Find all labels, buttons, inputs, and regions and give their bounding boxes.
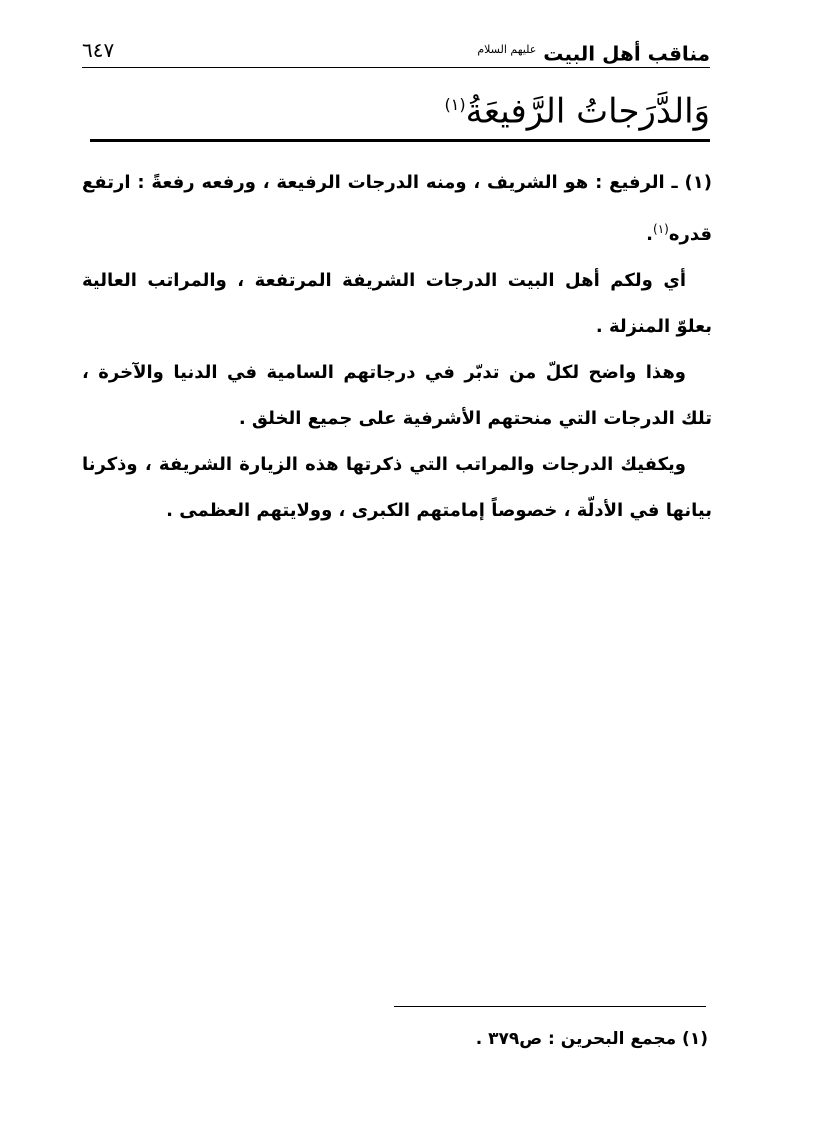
definition-paragraph <box>82 160 712 258</box>
honorific-symbol: عليهم السلام <box>477 43 537 56</box>
definition-text: (١) ـ الرفيع : هو الشريف ، ومنه الدرجات الرفيعة ، ورفعه رفعةً : ارتفع قدره <box>82 172 712 245</box>
quoted-phrase-heading <box>445 78 711 138</box>
running-header <box>82 34 710 68</box>
footnote: (١) مجمع البحرين : ص٣٧٩ . <box>475 1029 708 1049</box>
header-title-text: مناقب أهل البيت <box>543 41 710 66</box>
page-number: ٦٤٧ <box>82 38 115 62</box>
footnote-divider <box>394 1006 706 1007</box>
definition-note-ref: (١) <box>653 222 669 236</box>
phrase-text: وَالدَّرَجاتُ الرَّفيعَةُ <box>465 91 710 132</box>
header-divider <box>82 67 710 68</box>
phrase-divider <box>90 139 710 142</box>
commentary-body <box>82 160 712 534</box>
paragraph-1: أي ولكم أهل البيت الدرجات الشريفة المرتفعة ، والمراتب العالية بعلوّ المنزلة . <box>82 270 712 337</box>
definition-end: . <box>646 224 653 245</box>
paragraph-2: وهذا واضح لكلّ من تدبّر في درجاتهم السامية في الدنيا والآخرة ، تلك الدرجات التي منحتهم الأشرفية على جميع الخلق . <box>82 362 712 429</box>
phrase-note-ref: (١) <box>444 95 466 114</box>
header-title <box>477 36 710 68</box>
paragraph-3: ويكفيك الدرجات والمراتب التي ذكرتها هذه الزيارة الشريفة ، وذكرنا بيانها في الأدلّة ، خصوصاً إمامتهم الكبرى ، وولايتهم العظمى . <box>82 454 712 521</box>
